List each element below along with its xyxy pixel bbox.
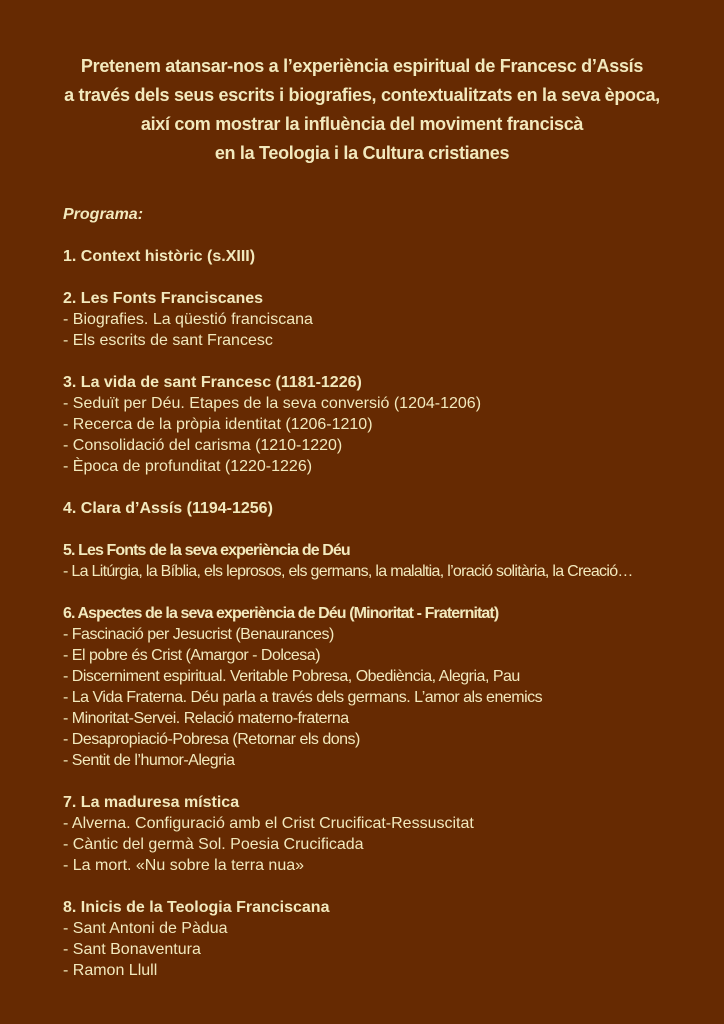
section-item: - El pobre és Crist (Amargor - Dolcesa) xyxy=(63,647,321,664)
program-section xyxy=(63,603,698,771)
program-section xyxy=(63,246,698,267)
title-line: Pretenem atansar-nos a l’experiència espiritual de Francesc d’Assís xyxy=(80,56,644,76)
section-item: - Minoritat-Servei. Relació materno-fraterna xyxy=(63,710,349,727)
section-item: - Fascinació per Jesucrist (Benaurances) xyxy=(63,626,334,643)
program-section xyxy=(63,540,698,582)
section-item: - La Litúrgia, la Bíblia, els leprosos, els germans, la malaltia, l’oració solitària, la Creació… xyxy=(63,563,633,580)
section-item: - Sentit de l’humor-Alegria xyxy=(63,752,235,769)
section-item: - La mort. «Nu sobre la terra nua» xyxy=(63,857,305,874)
section-item: - Seduït per Déu. Etapes de la seva conversió (1204-1206) xyxy=(63,395,482,412)
section-heading: 4. Clara d’Assís (1194-1256) xyxy=(63,500,273,517)
section-heading: 6. Aspectes de la seva experiència de Déu (Minoritat - Fraternitat) xyxy=(63,605,499,622)
section-item: - Ramon Llull xyxy=(63,962,158,979)
section-item: - Càntic del germà Sol. Poesia Crucificada xyxy=(63,836,364,853)
section-item: - Discerniment espiritual. Veritable Pobresa, Obediència, Alegria, Pau xyxy=(63,668,520,685)
section-heading: 1. Context històric (s.XIII) xyxy=(63,248,256,265)
section-heading: 3. La vida de sant Francesc (1181-1226) xyxy=(63,374,362,391)
program-sections xyxy=(63,246,698,981)
title-line: a través dels seus escrits i biografies, contextualitzats en la seva època, xyxy=(64,85,660,105)
program-section xyxy=(63,498,698,519)
section-heading: 7. La maduresa mística xyxy=(63,794,240,811)
section-item: - Sant Bonaventura xyxy=(63,941,201,958)
program xyxy=(0,204,724,981)
program-label: Programa: xyxy=(63,206,144,223)
program-section xyxy=(63,288,698,351)
slide-title xyxy=(0,0,724,168)
program-section xyxy=(63,792,698,876)
title-line: així com mostrar la influència del moviment franciscà xyxy=(140,114,584,134)
title-line: en la Teologia i la Cultura cristianes xyxy=(214,143,510,163)
section-heading: 2. Les Fonts Franciscanes xyxy=(63,290,264,307)
section-heading: 8. Inicis de la Teologia Franciscana xyxy=(63,899,330,916)
section-item: - Sant Antoni de Pàdua xyxy=(63,920,228,937)
section-heading: 5. Les Fonts de la seva experiència de Déu xyxy=(63,542,350,559)
section-item: - Època de profunditat (1220-1226) xyxy=(63,458,313,475)
section-item: - Els escrits de sant Francesc xyxy=(63,332,273,349)
program-section xyxy=(63,897,698,981)
section-item: - Biografies. La qüestió franciscana xyxy=(63,311,313,328)
section-item: - Alverna. Configuració amb el Crist Crucificat-Ressuscitat xyxy=(63,815,474,832)
section-item: - Desapropiació-Pobresa (Retornar els dons) xyxy=(63,731,360,748)
section-item: - Recerca de la pròpia identitat (1206-1210) xyxy=(63,416,373,433)
program-section xyxy=(63,372,698,477)
section-item: - La Vida Fraterna. Déu parla a través dels germans. L’amor als enemics xyxy=(63,689,543,706)
section-item: - Consolidació del carisma (1210-1220) xyxy=(63,437,343,454)
